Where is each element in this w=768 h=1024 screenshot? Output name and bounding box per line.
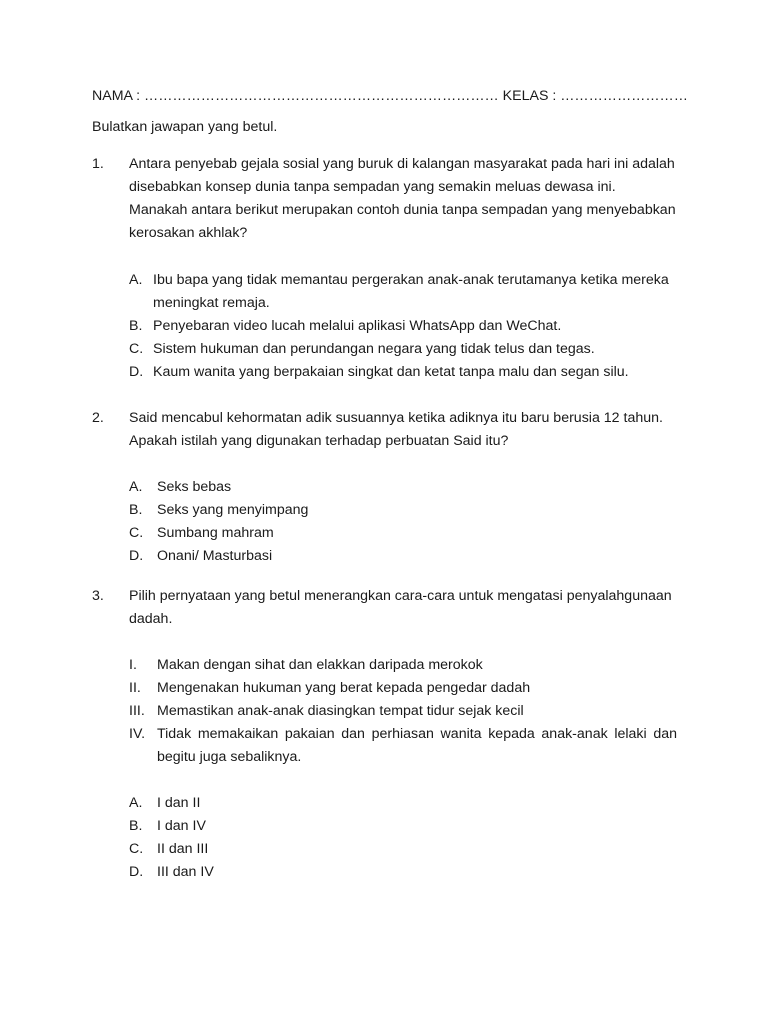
- option-text-line: III dan IV: [157, 864, 214, 880]
- instruction-text: Bulatkan jawapan yang betul.: [92, 119, 278, 135]
- option-label: C.: [129, 841, 144, 857]
- option-label: A.: [129, 795, 143, 811]
- option-text-line: Onani/ Masturbasi: [157, 548, 273, 564]
- option-c[interactable]: [129, 838, 677, 861]
- option-d[interactable]: [129, 361, 677, 384]
- question-text-line: Antara penyebab gejala sosial yang buruk di kalangan masyarakat pada hari ini adalah: [129, 156, 675, 172]
- option-text-line: Penyebaran video lucah melalui aplikasi WhatsApp dan WeChat.: [153, 318, 562, 334]
- statement-text-line: Memastikan anak-anak diasingkan tempat tidur sejak kecil: [157, 703, 524, 719]
- option-label: D.: [129, 864, 144, 880]
- option-label: D.: [129, 548, 144, 564]
- answer-options: [129, 476, 677, 568]
- statement-list: [129, 654, 677, 769]
- option-text-line: I dan IV: [157, 818, 206, 834]
- answer-options: [129, 792, 677, 884]
- question-text-line: Said mencabul kehormatan adik susuannya ketika adiknya itu baru berusia 12 tahun.: [129, 410, 663, 426]
- statement-text-line: Tidak memakaikan pakaian dan perhiasan wanita kepada anak-anak lelaki dan: [157, 726, 677, 742]
- statement-i: [129, 654, 677, 677]
- statement-iv: [129, 723, 677, 769]
- option-a[interactable]: [129, 476, 677, 499]
- statement-text-line: begitu juga sebaliknya.: [157, 749, 302, 765]
- option-text-line: Seks bebas: [157, 479, 232, 495]
- question-number: 2.: [92, 410, 104, 426]
- option-text-line: II dan III: [157, 841, 209, 857]
- statement-ii: [129, 677, 677, 700]
- question-text-line: Manakah antara berikut merupakan contoh dunia tanpa sempadan yang menyebabkan: [129, 202, 676, 218]
- option-text-line: Sistem hukuman dan perundangan negara yang tidak telus dan tegas.: [153, 341, 595, 357]
- option-a[interactable]: [129, 792, 677, 815]
- statement-label: III.: [129, 703, 145, 719]
- question-text-line: disebabkan konsep dunia tanpa sempadan yang semakin meluas dewasa ini.: [129, 179, 616, 195]
- option-text-line: Sumbang mahram: [157, 525, 274, 541]
- question-text: [129, 585, 677, 631]
- option-d[interactable]: [129, 861, 677, 884]
- question-text-line: Apakah istilah yang digunakan terhadap perbuatan Said itu?: [129, 433, 509, 449]
- answer-options: [129, 269, 677, 384]
- question-text: [129, 407, 677, 453]
- question-number: 1.: [92, 156, 104, 172]
- option-text-line: Kaum wanita yang berpakaian singkat dan ketat tanpa malu dan segan silu.: [153, 364, 629, 380]
- option-text-line: Seks yang menyimpang: [157, 502, 309, 518]
- option-label: B.: [129, 502, 143, 518]
- name-class-header: NAMA : ………………………………………………………………… KELAS : ………………………: [92, 88, 688, 104]
- option-a[interactable]: [129, 269, 677, 315]
- option-d[interactable]: [129, 545, 677, 568]
- question-number: 3.: [92, 588, 104, 604]
- statement-text-line: Mengenakan hukuman yang berat kepada pengedar dadah: [157, 680, 531, 696]
- option-text-line: meningkat remaja.: [153, 295, 270, 311]
- option-b[interactable]: [129, 315, 677, 338]
- option-b[interactable]: [129, 499, 677, 522]
- question-text: [129, 153, 677, 245]
- option-c[interactable]: [129, 522, 677, 545]
- option-label: B.: [129, 318, 143, 334]
- statement-label: II.: [129, 680, 141, 696]
- statement-label: I.: [129, 657, 137, 673]
- option-text-line: Ibu bapa yang tidak memantau pergerakan anak-anak terutamanya ketika mereka: [153, 272, 669, 288]
- option-label: A.: [129, 479, 143, 495]
- question-text-line: Pilih pernyataan yang betul menerangkan cara-cara untuk mengatasi penyalahgunaan: [129, 588, 672, 604]
- option-label: D.: [129, 364, 144, 380]
- statement-text-line: Makan dengan sihat dan elakkan daripada merokok: [157, 657, 483, 673]
- option-label: B.: [129, 818, 143, 834]
- question-text-line: kerosakan akhlak?: [129, 225, 248, 241]
- option-label: C.: [129, 525, 144, 541]
- question-text-line: dadah.: [129, 611, 173, 627]
- statement-label: IV.: [129, 726, 146, 742]
- option-label: C.: [129, 341, 144, 357]
- option-text-line: I dan II: [157, 795, 201, 811]
- option-c[interactable]: [129, 338, 677, 361]
- option-b[interactable]: [129, 815, 677, 838]
- statement-iii: [129, 700, 677, 723]
- option-label: A.: [129, 272, 143, 288]
